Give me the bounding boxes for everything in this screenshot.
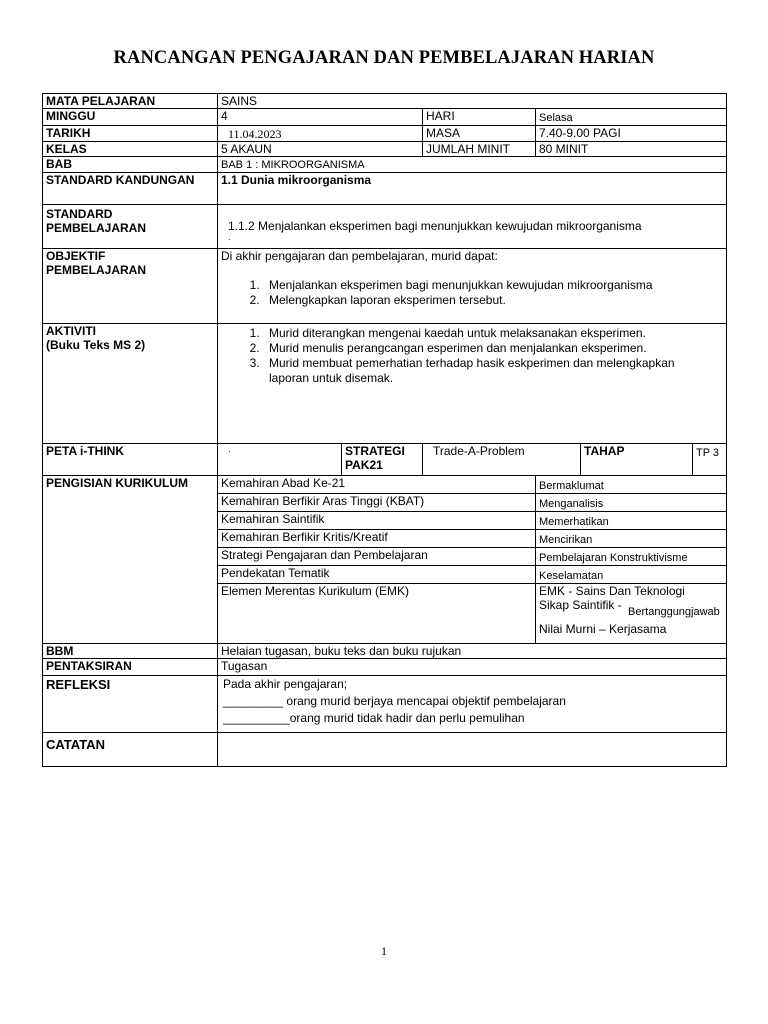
- label-bbm: BBM: [43, 644, 218, 659]
- label-strategi-1: STRATEGI: [345, 444, 405, 458]
- label-peta-ithink: PETA i-THINK: [43, 444, 218, 476]
- row-standard-kandungan: [43, 173, 727, 205]
- sikap-saintifik-value: Bertanggungjawab: [628, 606, 720, 618]
- value-kelas: 5 AKAUN: [218, 142, 423, 157]
- label-tarikh: TARIKH: [43, 126, 218, 142]
- label-tahap: TAHAP: [581, 444, 693, 476]
- lesson-plan-table: [42, 93, 727, 767]
- label-minggu: MINGGU: [43, 109, 218, 126]
- sikap-saintifik-label: Sikap Saintifik -: [539, 598, 622, 612]
- pengisian-item: Kemahiran Berfikir Aras Tinggi (KBAT): [218, 494, 536, 512]
- emk-nilai-murni: Nilai Murni – Kerjasama: [539, 622, 667, 636]
- pengisian-item: Pendekatan Tematik: [218, 566, 536, 584]
- value-minggu: 4: [218, 109, 423, 126]
- label-pentaksiran: PENTAKSIRAN: [43, 659, 218, 676]
- row-aktiviti: [43, 324, 727, 444]
- label-catatan: CATATAN: [43, 733, 218, 767]
- label-objektif-1: OBJEKTIF: [46, 249, 106, 263]
- value-pentaksiran: Tugasan: [218, 659, 727, 676]
- row-mata-pelajaran: [43, 94, 727, 109]
- value-jumlah-minit: 80 MINIT: [536, 142, 727, 157]
- row-peta-ithink: [43, 444, 727, 476]
- pengisian-value: Keselamatan: [536, 566, 727, 584]
- label-standard-kandungan: STANDARD KANDUNGAN: [43, 173, 218, 205]
- label-jumlah-minit: JUMLAH MINIT: [423, 142, 536, 157]
- row-pentaksiran: [43, 659, 727, 676]
- page-number: 1: [381, 944, 387, 958]
- standard-pembelajaran-dot: .: [228, 232, 231, 242]
- label-pengisian-kurikulum: PENGISIAN KURIKULUM: [43, 476, 218, 644]
- label-strategi-pak21: [342, 444, 423, 476]
- aktiviti-list: [221, 326, 712, 386]
- row-pengisian-kurikulum: [43, 476, 727, 494]
- pengisian-value: Pembelajaran Konstruktivisme: [536, 548, 727, 566]
- emk-value: [536, 584, 727, 644]
- emk-sikap-saintifik: [539, 598, 723, 618]
- objektif-item: 1. Menjalankan eksperimen bagi menunjukkan kewujudan mikroorganisma: [263, 278, 723, 293]
- row-tarikh: [43, 126, 727, 142]
- label-kelas: KELAS: [43, 142, 218, 157]
- value-catatan: [218, 733, 727, 767]
- pengisian-item: Kemahiran Abad Ke-21: [218, 476, 536, 494]
- pengisian-item: Strategi Pengajaran dan Pembelajaran: [218, 548, 536, 566]
- row-bbm: [43, 644, 727, 659]
- value-objektif: [218, 249, 727, 324]
- aktiviti-item: 3. Murid membuat pemerhatian terhadap hasik eskperimen dan melengkapkan laporan untuk disemak.: [263, 356, 712, 386]
- value-standard-pembelajaran: [218, 205, 727, 249]
- value-hari: Selasa: [536, 109, 727, 126]
- value-tarikh: 11.04.2023: [218, 126, 423, 142]
- pengisian-value: Bermaklumat: [536, 476, 727, 494]
- aktiviti-item: 1. Murid diterangkan mengenai kaedah untuk melaksanakan eksperimen.: [263, 326, 712, 341]
- emk-item: Elemen Merentas Kurikulum (EMK): [218, 584, 536, 644]
- emk-sains-teknologi: EMK - Sains Dan Teknologi: [539, 584, 685, 598]
- label-standard-pembelajaran-2: PEMBELAJARAN: [46, 221, 147, 235]
- label-hari: HARI: [423, 109, 536, 126]
- label-aktiviti-1: AKTIVITI: [46, 324, 96, 338]
- pengisian-value: Memerhatikan: [536, 512, 727, 530]
- row-kelas: [43, 142, 727, 157]
- row-minggu: [43, 109, 727, 126]
- label-bab: BAB: [43, 157, 218, 173]
- refleksi-line: __________orang murid tidak hadir dan perlu pemulihan: [223, 711, 525, 725]
- row-bab: [43, 157, 727, 173]
- label-strategi-2: PAK21: [345, 458, 383, 472]
- objektif-list: [221, 278, 723, 308]
- label-mata-pelajaran: MATA PELAJARAN: [43, 94, 218, 109]
- objektif-item: 2. Melengkapkan laporan eksperimen tersebut.: [263, 293, 723, 308]
- objektif-intro: Di akhir pengajaran dan pembelajaran, murid dapat:: [221, 249, 498, 263]
- standard-pembelajaran-text: 1.1.2 Menjalankan eksperimen bagi menunjukkan kewujudan mikroorganisma: [228, 219, 642, 233]
- row-objektif: [43, 249, 727, 324]
- row-refleksi: [43, 676, 727, 733]
- page-title: RANCANGAN PENGAJARAN DAN PEMBELAJARAN HARIAN: [113, 48, 655, 68]
- pengisian-item: Kemahiran Berfikir Kritis/Kreatif: [218, 530, 536, 548]
- value-refleksi: [218, 676, 727, 733]
- label-aktiviti-2: (Buku Teks MS 2): [46, 338, 146, 352]
- label-standard-pembelajaran: [43, 205, 218, 249]
- label-objektif-2: PEMBELAJARAN: [46, 263, 147, 277]
- label-masa: MASA: [423, 126, 536, 142]
- value-aktiviti: [218, 324, 727, 444]
- value-masa: 7.40-9.00 PAGI: [536, 126, 727, 142]
- value-bab: BAB 1 : MIKROORGANISMA: [218, 157, 727, 173]
- aktiviti-item: 2. Murid menulis perangcangan esperimen dan menjalankan eksperimen.: [263, 341, 712, 356]
- label-standard-pembelajaran-1: STANDARD: [46, 207, 113, 221]
- value-mata-pelajaran: SAINS: [218, 94, 727, 109]
- label-aktiviti: [43, 324, 218, 444]
- value-strategi-pak21: Trade-A-Problem: [423, 444, 581, 476]
- label-objektif: [43, 249, 218, 324]
- label-refleksi: REFLEKSI: [43, 676, 218, 733]
- value-standard-kandungan: 1.1 Dunia mikroorganisma: [218, 173, 727, 205]
- pengisian-item: Kemahiran Saintifik: [218, 512, 536, 530]
- value-bbm: Helaian tugasan, buku teks dan buku rujukan: [218, 644, 727, 659]
- row-catatan: [43, 733, 727, 767]
- value-peta-ithink: ·: [218, 444, 342, 476]
- value-tahap: TP 3: [693, 444, 727, 476]
- pengisian-value: Menganalisis: [536, 494, 727, 512]
- refleksi-line: _________ orang murid berjaya mencapai objektif pembelajaran: [223, 694, 566, 708]
- row-standard-pembelajaran: [43, 205, 727, 249]
- refleksi-line: Pada akhir pengajaran;: [223, 677, 348, 691]
- pengisian-value: Mencirikan: [536, 530, 727, 548]
